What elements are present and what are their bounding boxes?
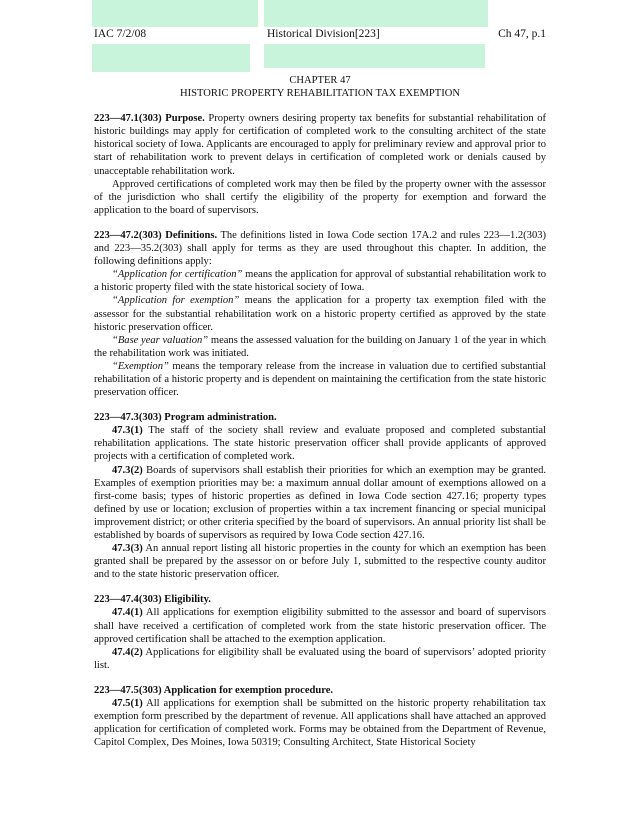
definition-exemption (94, 360, 546, 399)
subrule-47-4-1 (94, 606, 546, 645)
rule-47-2-heading: 223—47.2(303) Definitions. (94, 229, 218, 241)
subrule-47-3-3 (94, 542, 546, 581)
subrule-47-3-1 (94, 424, 546, 463)
subrule-text: An annual report listing all historic properties in the county for which an exemption has been granted shall be prepared by the assessor on or before July 1, submitted to the respective county auditor and to the state historic preservation officer. (94, 543, 546, 581)
subrule-text: All applications for exemption eligibility submitted to the assessor and board of supervisors shall have received a certification of completed work from the state historic preservation officer. The approved certification shall be attached to the exemption application. (94, 607, 546, 645)
subrule-text: The staff of the society shall review and evaluate proposed and completed substantial rehabilitation applications. The state historic preservation officer shall provide applicants of approved projects with a certification of completed work. (94, 425, 546, 463)
highlight-block-top-center (264, 0, 488, 27)
definition-term: “Application for exemption” (112, 295, 240, 307)
subrule-number: 47.4(2) (112, 646, 143, 658)
subrule-text: Boards of supervisors shall establish their priorities for which an exemption may be granted. Examples of exemption priorities may be: a maximum annual dollar amount of exemptions allowed on a first-come basis; types of historic properties as defined in Iowa Code section 427.16; property types defined by use or location; exclusion of properties within a tax increment financing or special municipal improvement district; or other criteria specified by the board of supervisors. An annual priority list shall be established by boards of supervisors as required by Iowa Code section 427.16. (94, 464, 546, 541)
rule-47-4-heading-text: 223—47.4(303) Eligibility. (94, 594, 211, 606)
subrule-number: 47.3(3) (112, 543, 143, 555)
definition-text: means the temporary release from the increase in valuation due to certified substantial rehabilitation of a historic property and is dependent on maintaining the certification from the state historic preservation officer. (94, 360, 546, 399)
chapter-number: CHAPTER 47 (289, 75, 351, 86)
rule-47-3-heading-text: 223—47.3(303) Program administration. (94, 412, 277, 424)
subrule-47-5-1 (94, 697, 546, 749)
highlight-block-mid-center (264, 44, 485, 68)
subrule-number: 47.4(1) (112, 607, 143, 619)
definition-term: “Exemption” (112, 360, 169, 372)
header-right: Ch 47, p.1 (498, 28, 546, 40)
subrule-number: 47.3(1) (112, 425, 143, 437)
definition-application-certification (94, 268, 546, 294)
definition-base-year-valuation (94, 334, 546, 360)
subrule-number: 47.5(1) (112, 698, 143, 710)
rule-47-1-paragraph-2: Approved certifications of completed work may then be filed by the property owner with the assessor of the jurisdiction who shall certify the eligibility of the property for exemption and forward the application to the board of supervisors. (94, 178, 546, 216)
rule-47-5-heading (94, 684, 546, 697)
definition-text: means the application for approval of substantial rehabilitation work to a historic property filed with the state historical society of Iowa. (94, 269, 546, 294)
document-body (94, 74, 546, 749)
rule-47-2-intro: The definitions listed in Iowa Code section 17A.2 and rules 223—1.2(303) and 223—35.2(303) shall apply for terms as they are used throughout this chapter. In addition, the following definitions apply: (94, 229, 547, 268)
subrule-47-3-2 (94, 464, 546, 543)
rule-47-5-heading-text: 223—47.5(303) Application for exemption procedure. (94, 684, 334, 696)
subrule-47-4-2 (94, 646, 546, 672)
highlight-block-mid-left (92, 44, 250, 72)
rule-47-1-text: Property owners desiring property tax benefits for substantial rehabilitation of historic buildings may apply for certification of completed work to the consulting architect of the state historical society of Iowa. Applicants are encouraged to apply for preliminary review and approval prior to start of rehabilitation work to prevent delays in certification of completed work or denials caused by unacceptable rehabilitation work. (94, 113, 547, 177)
definition-term: “Base year valuation” (112, 334, 209, 346)
subrule-text: Applications for eligibility shall be evaluated using the board of supervisors’ adopted priority list. (94, 646, 546, 671)
rule-47-2-paragraph (94, 229, 546, 268)
definition-text: means the assessed valuation for the building on January 1 of the year in which the rehabilitation work was initiated. (94, 334, 546, 359)
rule-47-4-heading (94, 593, 546, 606)
definition-term: “Application for certification” (112, 269, 243, 281)
chapter-title: HISTORIC PROPERTY REHABILITATION TAX EXEMPTION (180, 88, 460, 100)
highlight-block-top-left (92, 0, 258, 27)
definition-application-exemption (94, 294, 546, 333)
rule-47-1-heading: 223—47.1(303) Purpose. (94, 113, 205, 125)
rule-47-1-paragraph (94, 112, 546, 177)
header-center: Historical Division[223] (267, 28, 380, 40)
subrule-text: All applications for exemption shall be submitted on the historic property rehabilitation tax exemption form prescribed by the department of revenue. All applications shall have attached an approved application for certification of completed work. Forms may be obtained from the Department of Revenue, Capitol Complex, Des Moines, Iowa 50319; Consulting Architect, State Historical Society (94, 698, 546, 749)
definition-text: means the application for a property tax exemption filed with the assessor for the substantial rehabilitation work on a historic property certified as approved by the state historic preservation officer. (94, 295, 546, 333)
subrule-number: 47.3(2) (112, 464, 143, 476)
header-left: IAC 7/2/08 (94, 28, 147, 40)
rule-47-3-heading (94, 411, 546, 424)
